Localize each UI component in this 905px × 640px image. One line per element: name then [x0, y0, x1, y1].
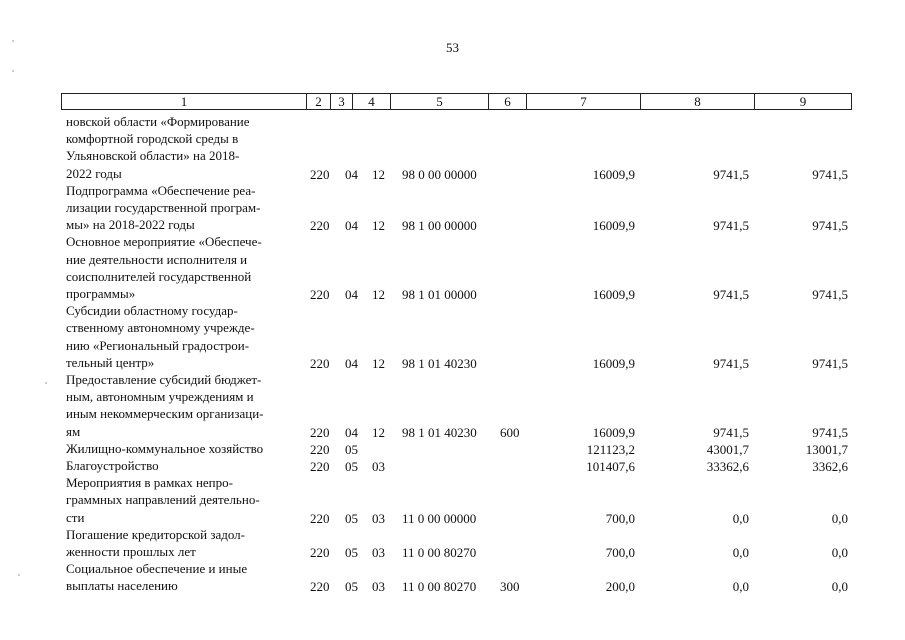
cell-c4: 03: [372, 579, 385, 595]
cell-c2: 220: [310, 424, 330, 440]
cell-c2: 220: [310, 545, 330, 560]
cell-c5: 11 0 00 00000: [402, 510, 477, 526]
description-line: Субсидии областному государ-: [66, 303, 238, 319]
cell-c3: 05: [345, 510, 358, 526]
cell-c2: 220: [310, 579, 330, 595]
description-line: соисполнителей государственной: [66, 268, 252, 284]
cell-c9: 13001,7: [805, 441, 848, 457]
row-description: [66, 474, 298, 526]
cell-c3: 05: [345, 579, 358, 595]
cell-c7: 16009,9: [592, 424, 635, 440]
description-line: Благоустройство: [66, 458, 159, 473]
scan-speck: [12, 40, 14, 42]
cell-c7: 16009,9: [592, 287, 635, 302]
description-line: ным, автономным учреждениям и: [66, 389, 254, 405]
table-header: [61, 93, 852, 110]
cell-c3: 04: [345, 218, 358, 234]
cell-c9: 9741,5: [812, 287, 848, 302]
cell-c3: 05: [345, 441, 358, 457]
cell-c8: 43001,7: [706, 441, 749, 457]
cell-c2: 220: [310, 287, 330, 302]
description-line: мы» на 2018-2022 годы: [66, 217, 195, 233]
cell-c3: 05: [345, 545, 358, 560]
cell-c7: 700,0: [605, 510, 635, 526]
header-col-3: 3: [330, 94, 352, 109]
cell-c8: 33362,6: [706, 459, 749, 474]
cell-c3: 05: [345, 459, 358, 474]
cell-c2: 220: [310, 510, 330, 526]
row-description: [66, 233, 298, 302]
description-line: выплаты населению: [66, 578, 178, 594]
cell-c7: 16009,9: [592, 218, 635, 234]
header-col-4: 4: [352, 94, 390, 109]
cell-c5: 98 1 01 40230: [402, 424, 477, 440]
cell-c7: 200,0: [605, 579, 635, 595]
cell-c9: 0,0: [831, 510, 848, 526]
cell-c4: 12: [372, 355, 385, 371]
header-col-6: 6: [488, 94, 526, 109]
cell-c8: 0,0: [732, 579, 749, 595]
cell-c9: 9741,5: [812, 166, 848, 182]
cell-c2: 220: [310, 166, 330, 182]
scan-speck: [45, 382, 47, 384]
scan-speck: [18, 574, 20, 576]
cell-c5: 11 0 00 80270: [402, 579, 477, 595]
description-line: граммных направлений деятельно-: [66, 492, 260, 508]
header-col-5: 5: [390, 94, 488, 109]
description-line: нию «Региональный градострои-: [66, 337, 250, 353]
cell-c6: 600: [500, 424, 520, 440]
description-line: программы»: [66, 286, 136, 301]
page-number: 53: [446, 40, 459, 55]
cell-c6: 300: [500, 579, 520, 595]
row-description: [66, 457, 298, 474]
cell-c2: 220: [310, 355, 330, 371]
description-line: ям: [66, 423, 81, 439]
cell-c8: 9741,5: [713, 355, 749, 371]
description-line: женности прошлых лет: [66, 544, 196, 559]
row-description: [66, 526, 298, 560]
cell-c5: 98 1 00 00000: [402, 218, 477, 234]
description-line: Предоставление субсидий бюджет-: [66, 372, 262, 387]
description-line: Основное мероприятие «Обеспече-: [66, 234, 262, 250]
header-col-2: 2: [306, 94, 330, 109]
cell-c8: 9741,5: [713, 424, 749, 440]
cell-c7: 101407,6: [586, 459, 635, 474]
cell-c7: 16009,9: [592, 166, 635, 182]
cell-c3: 04: [345, 287, 358, 302]
cell-c4: 03: [372, 545, 385, 560]
description-line: Погашение кредиторской задол-: [66, 526, 245, 542]
cell-c3: 04: [345, 166, 358, 182]
description-line: тельный центр»: [66, 354, 155, 370]
header-col-8: 8: [640, 94, 754, 109]
header-col-1: 1: [180, 94, 188, 109]
description-line: лизации государственной програм-: [66, 200, 261, 215]
cell-c4: 03: [372, 459, 385, 474]
cell-c9: 0,0: [831, 579, 848, 595]
cell-c4: 12: [372, 166, 385, 182]
cell-c5: 98 0 00 00000: [402, 166, 477, 182]
cell-c3: 04: [345, 355, 358, 371]
row-description: [66, 440, 298, 457]
cell-c4: 12: [372, 287, 385, 302]
cell-c9: 9741,5: [812, 424, 848, 440]
row-description: [66, 182, 298, 234]
cell-c5: 98 1 01 00000: [402, 287, 477, 302]
description-line: иным некоммерческим организаци-: [66, 406, 264, 422]
cell-c7: 121123,2: [586, 441, 635, 457]
cell-c9: 9741,5: [812, 218, 848, 234]
description-line: Ульяновской области» на 2018-: [66, 148, 240, 164]
description-line: Подпрограмма «Обеспечение реа-: [66, 182, 256, 198]
row-description: [66, 302, 298, 371]
cell-c8: 0,0: [732, 545, 749, 560]
header-col-7: 7: [526, 94, 640, 109]
row-description: [66, 113, 298, 182]
description-line: Мероприятия в рамках непро-: [66, 475, 233, 491]
cell-c2: 220: [310, 218, 330, 234]
description-line: сти: [66, 509, 85, 525]
cell-c4: 12: [372, 218, 385, 234]
description-line: ственному автономному учрежде-: [66, 320, 255, 336]
description-line: Социальное обеспечение и иные: [66, 561, 248, 577]
cell-c4: 03: [372, 510, 385, 526]
description-line: комфортной городской среды в: [66, 131, 239, 147]
description-line: новской области «Формирование: [66, 114, 250, 129]
cell-c2: 220: [310, 459, 330, 474]
cell-c4: 12: [372, 424, 385, 440]
row-description: [66, 371, 298, 440]
cell-c5: 11 0 00 80270: [402, 545, 477, 560]
row-description: [66, 560, 298, 594]
cell-c7: 700,0: [605, 545, 635, 560]
header-col-9: 9: [754, 94, 851, 109]
cell-c5: 98 1 01 40230: [402, 355, 477, 371]
cell-c9: 0,0: [831, 545, 848, 560]
cell-c8: 9741,5: [713, 166, 749, 182]
scan-speck: [12, 70, 14, 72]
cell-c8: 0,0: [732, 510, 749, 526]
cell-c2: 220: [310, 441, 330, 457]
description-line: Жилищно-коммунальное хозяйство: [66, 440, 264, 456]
cell-c8: 9741,5: [713, 218, 749, 234]
description-line: 2022 годы: [66, 165, 122, 181]
description-line: ние деятельности исполнителя и: [66, 251, 248, 267]
cell-c7: 16009,9: [592, 355, 635, 371]
cell-c8: 9741,5: [713, 287, 749, 302]
cell-c9: 9741,5: [812, 355, 848, 371]
cell-c3: 04: [345, 424, 358, 440]
cell-c9: 3362,6: [812, 459, 848, 474]
